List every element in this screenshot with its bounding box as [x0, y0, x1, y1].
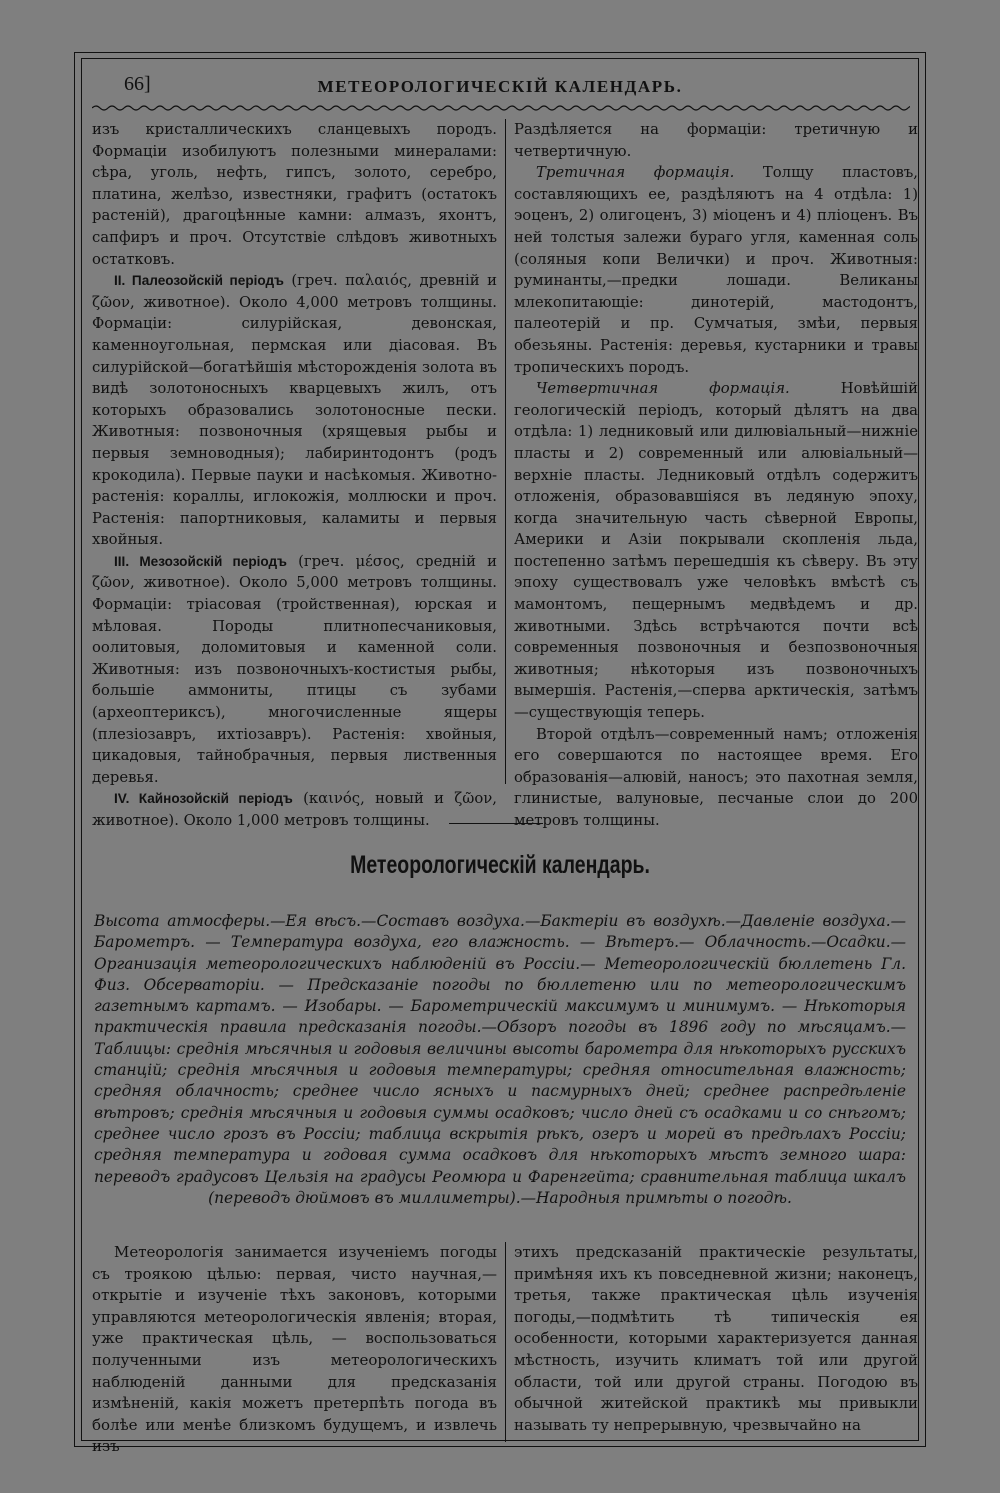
formation-heading: Третичная формація.: [536, 164, 735, 182]
column-lower-left: [92, 1242, 497, 1458]
paragraph: [92, 788, 497, 831]
paragraph: изъ кристаллическихъ сланцевыхъ породъ. Формаціи изобилуютъ полезными минералами: сѣра, уголь, нефть, гипсъ, золото, серебро, платина, желѣзо, известняки, графитъ (остатокъ растеній), драгоцѣнные камни: алмазъ, яхонтъ, сапфиръ и проч. Отсутствіе слѣдовъ животныхъ остатковъ.: [92, 121, 497, 268]
section-title: Метеорологическій календарь.: [350, 851, 650, 879]
paragraph-text: (καινός, новый и ζῶον, животное). Около 1,000 метровъ толщины.: [92, 790, 497, 829]
paragraph: Раздѣляется на формаціи: третичную и четвертичную.: [514, 121, 918, 160]
paragraph: [514, 378, 918, 724]
section-synopsis: Высота атмосферы.—Ея вѣсъ.—Составъ воздуха.—Бактеріи въ воздухѣ.—Давленіе воздуха.—Барометръ. — Температура воздуха, его влажность. — Вѣтеръ.— Облачность.—Осадки.—Организація метеорологическихъ наблюденій въ Россіи.— Метеорологическій бюллетень Гл. Физ. Обсерваторіи. — Предсказаніе погоды по бюллетеню или по метеорологическимъ газетнымъ картамъ. — Изобары. — Барометрическій максимумъ и минимумъ. — Нѣкоторыя практическія правила предсказанія погоды.—Обзоръ погоды въ 1896 году по мѣсяцамъ.—Таблицы: среднія мѣсячныя и годовыя величины высоты барометра для нѣкоторыхъ русскихъ станцій; среднія мѣсячныя и годовыя температуры; средняя относительная влажность; средняя облачность; среднее число ясныхъ и пасмурныхъ дней; среднее распредѣленіе вѣтровъ; среднія мѣсячныя и годовыя суммы осадковъ; число дней съ осадками и со снѣгомъ; среднее число грозъ въ Россіи; таблица вскрытія рѣкъ, озеръ и морей въ предѣлахъ Россіи; средняя температура и годовая сумма осадковъ для нѣкоторыхъ мѣстъ земного шара: переводъ градусовъ Цельзія на градусы Реомюра и Фаренгейта; сравнительная таблица шкалъ (переводъ дюймовъ въ миллиметры).—Народныя примѣты о погодѣ.: [94, 912, 906, 1207]
paragraph: [514, 162, 918, 378]
paragraph: [92, 270, 497, 551]
paragraph: Второй отдѣлъ—современный намъ; отложенія его совершаются по настоящее время. Его образованія—алювій, наносъ; это пахотная земля, глинистые, валуновые, песчаные слои до 200 метровъ толщины.: [514, 725, 918, 829]
paragraph-text: Толщу пластовъ, составляющихъ ее, раздѣляютъ на 4 отдѣла: 1) эоценъ, 2) олигоценъ, 3) міоценъ и 4) пліоценъ. Въ ней толстыя залежи бураго угля, каменная соль (соляныя копи Велички) и проч. Животныя: руминанты,—предки лошади. Великаны млекопитающіе: динотерій, мастодонтъ, палеотерій и пр. Сумчатыя, змѣи, первыя обезьяны. Растенія: деревья, кустарники и травы тропическихъ породъ.: [514, 164, 918, 376]
paragraph-text: (греч. μέσος, средній и ζῶον, животное). Около 5,000 метровъ толщины. Формаціи: тріасовая (тройственная), юрская и мѣловая. Породы плитнопесчаниковыя, оолитовыя, доломитовыя и каменной соли. Животныя: изъ позвоночныхъ-костистыя рыбы, большіе аммониты, птицы съ зубами (археоптериксъ), многочисленные ящеры (плезіозавръ, ихтіозавръ). Растенія: хвойныя, цикадовыя, тайнобрачныя, первыя лиственныя деревья.: [92, 552, 497, 786]
period-heading: IV. Кайнозойскій періодъ: [114, 791, 293, 807]
period-heading: III. Мезозойскій періодъ: [114, 553, 287, 569]
period-heading: II. Палеозойскій періодъ: [114, 273, 284, 289]
page-frame: [74, 52, 926, 1456]
running-title: МЕТЕОРОЛОГИЧЕСКІЙ КАЛЕНДАРЬ.: [317, 77, 683, 96]
section-separator: [449, 823, 543, 824]
formation-heading: Четвертичная формація.: [536, 380, 790, 398]
column-divider: [505, 119, 506, 784]
column-upper-left: [92, 119, 497, 832]
running-header: [94, 69, 906, 103]
column-divider: [505, 1242, 506, 1442]
column-lower-right: [514, 1242, 918, 1436]
paragraph: [92, 551, 497, 789]
paragraph: Метеорологія занимается изученіемъ погоды съ троякою цѣлью: первая, чисто научная,— открытіе и изученіе тѣхъ законовъ, которыми управляются метеорологическія явленія; вторая, уже практическая цѣль, — воспользоваться полученными изъ метеорологическихъ наблюденій данными для предсказанія измѣненій, какія можетъ претерпѣть погода въ болѣе или менѣе близкомъ будущемъ, и извлечь изъ: [92, 1243, 497, 1456]
page-number: 66]: [124, 73, 151, 95]
wavy-rule: [92, 103, 910, 113]
paragraph-text: Новѣйшій геологическій періодъ, который дѣлятъ на два отдѣла: 1) ледниковый или дилювіальный—нижніе пласты и 2) современный или алювіальный—верхніе пласты. Ледниковый отдѣлъ содержитъ отложенія, образовавшіяся въ ледяную эпоху, когда значительную часть сѣверной Европы, Америки и Азіи покрывали скопленія льда, постепенно затѣмъ перешедшія къ сѣверу. Въ эту эпоху существовалъ уже человѣкъ вмѣстѣ съ мамонтомъ, пещернымъ медвѣдемъ и др. животными. Здѣсь встрѣчаются почти всѣ современныя позвоночныя и безпозвоночныя животныя; нѣкоторыя изъ позвоночныхъ вымершія. Растенія,—сперва арктическія, затѣмъ—существующія теперь.: [514, 380, 918, 722]
column-upper-right: [514, 119, 918, 832]
paragraph: этихъ предсказаній практическіе результаты, примѣняя ихъ къ повседневной жизни; наконецъ, третья, также практическая цѣль изученія погоды,—подмѣтить тѣ типическія ея особенности, которыми характеризуется данная мѣстность, изучить климатъ той или другой области, той или другой страны. Погодою въ обычной житейской практикѣ мы привыкли называть ту непрерывную, чрезвычайно на: [514, 1243, 918, 1434]
paragraph-text: (греч. παλαιός, древній и ζῶον, животное). Около 4,000 метровъ толщины. Формаціи: силурійская, девонская, каменноугольная, пермская или діасовая. Въ силурійской—богатѣйшія мѣсторожденія золота въ видѣ золотоносныхъ кварцевыхъ жилъ, отъ которыхъ образовались золотоносные пески. Животныя: позвоночныя (хрящевыя рыбы и первыя земноводныя); лабиринтодонтъ (родъ крокодила). Первые пауки и насѣкомыя. Животно-растенія: кораллы, иглокожія, моллюски и проч. Растенія: папортниковыя, каламиты и первыя хвойныя.: [92, 272, 497, 549]
page-inner-border: [81, 58, 919, 1456]
